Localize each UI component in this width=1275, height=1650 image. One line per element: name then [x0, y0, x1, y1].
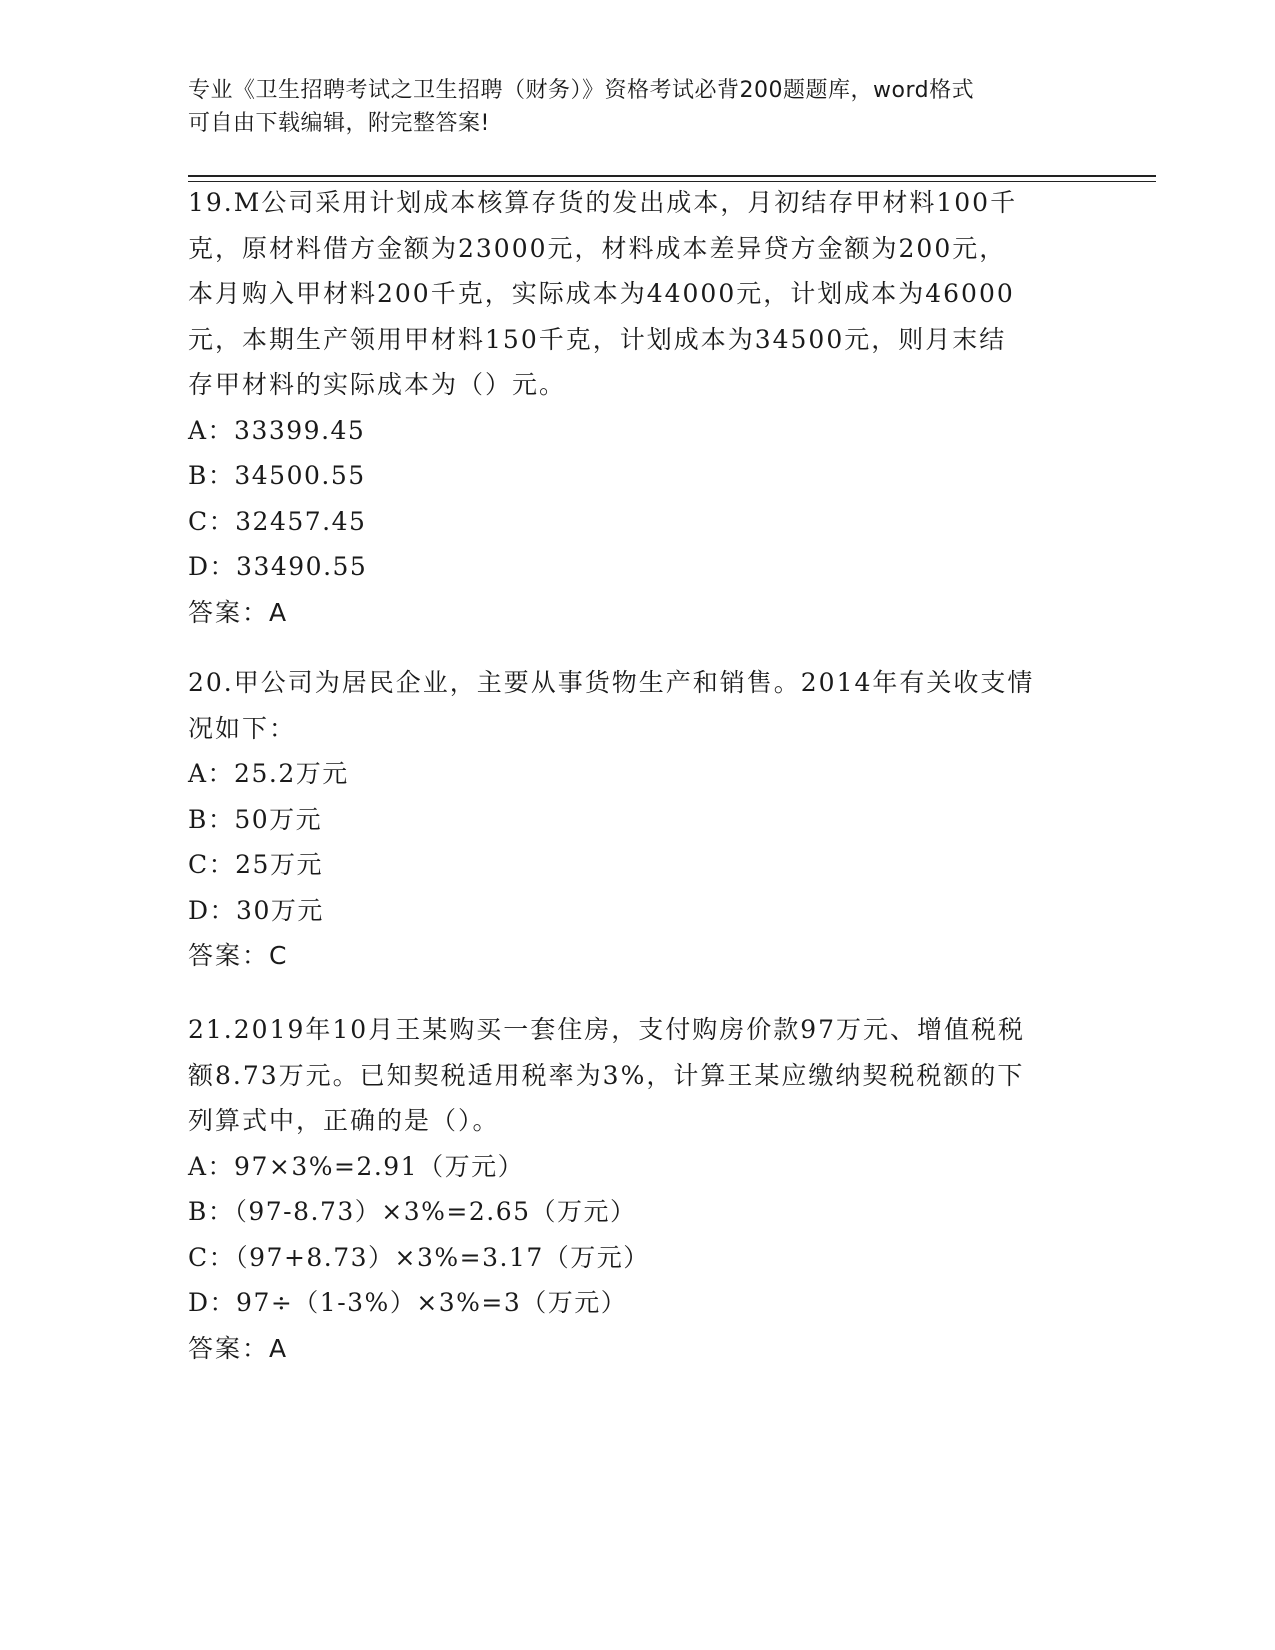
answer-line: 答案：A	[188, 597, 289, 627]
question-stem-line: 21.2019年10月王某购买一套住房，支付购房价款97万元、增值税税	[188, 1015, 1026, 1044]
header-divider-thick	[188, 175, 1156, 177]
question-stem-line: 20.甲公司为居民企业，主要从事货物生产和销售。2014年有关收支情	[188, 668, 1035, 697]
question-stem-line: 存甲材料的实际成本为（）元。	[188, 370, 567, 399]
question-21	[188, 1007, 1088, 1371]
question-stem-line: 元，本期生产领用甲材料150千克，计划成本为34500元，则月末结	[188, 324, 1007, 354]
header-line-1: 专业《卫生招聘考试之卫生招聘（财务）》资格考试必背200题题库，word格式	[188, 78, 975, 103]
header-line-2: 可自由下载编辑，附完整答案!	[188, 111, 490, 136]
option-b: B：34500.55	[188, 461, 366, 490]
question-stem-line: 19.M公司采用计划成本核算存货的发出成本，月初结存甲材料100千	[188, 188, 1018, 217]
question-20	[188, 660, 1088, 979]
option-c: C：25万元	[188, 850, 323, 879]
option-b: B：50万元	[188, 804, 323, 834]
option-d: D：33490.55	[188, 552, 368, 581]
option-a: A：97×3%=2.91（万元）	[188, 1151, 525, 1181]
question-stem-line: 列算式中，正确的是（）。	[188, 1106, 500, 1135]
answer-line: 答案：C	[188, 941, 289, 970]
question-19	[188, 180, 1088, 635]
question-stem-line: 况如下：	[188, 713, 297, 743]
option-d: D：30万元	[188, 895, 324, 925]
option-a: A：25.2万元	[188, 759, 349, 788]
option-b: B：（97-8.73）×3%=2.65（万元）	[188, 1197, 637, 1226]
option-d: D：97÷（1-3%）×3%=3（万元）	[188, 1288, 628, 1317]
answer-line: 答案：A	[188, 1333, 289, 1363]
question-stem-line: 额8.73万元。已知契税适用税率为3%，计算王某应缴纳契税税额的下	[188, 1060, 1025, 1090]
question-stem-line: 本月购入甲材料200千克，实际成本为44000元，计划成本为46000	[188, 279, 1015, 308]
option-c: C：32457.45	[188, 506, 367, 536]
question-stem-line: 克，原材料借方金额为23000元，材料成本差异贷方金额为200元，	[188, 233, 1007, 263]
document-header	[188, 74, 1068, 140]
option-a: A：33399.45	[188, 415, 366, 445]
option-c: C：（97+8.73）×3%=3.17（万元）	[188, 1242, 650, 1272]
